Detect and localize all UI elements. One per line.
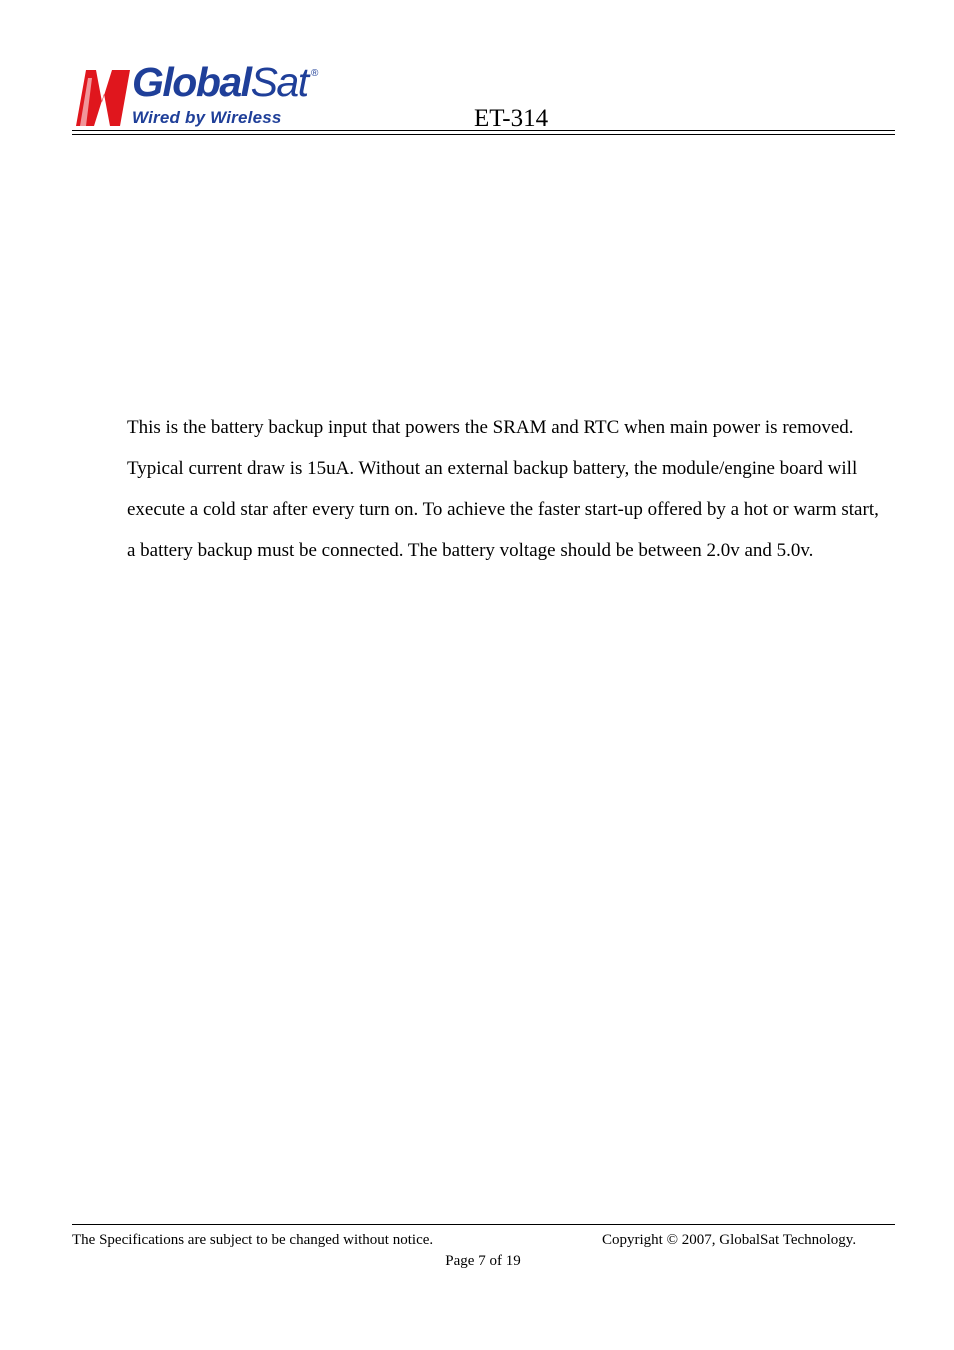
logo-wordmark: GlobalSat [132, 59, 308, 105]
document-title: ET-314 [474, 105, 549, 132]
registered-mark: ® [311, 68, 319, 79]
header-divider-secondary [72, 134, 895, 135]
logo-tagline: Wired by Wireless [132, 108, 282, 127]
header-divider [72, 130, 895, 131]
globalsat-logo [72, 59, 322, 130]
footer-notice: The Specifications are subject to be changed without notice. [72, 1232, 434, 1248]
page-number: Page 7 of 19 [445, 1253, 521, 1269]
globalsat-mark-icon [72, 64, 132, 128]
footer-divider [72, 1224, 895, 1225]
battery-backup-paragraph: This is the battery backup input that powers the SRAM and RTC when main power is removed. Typical current draw is 15uA. Without an external backup battery, the module/engine board will execute a cold star after every turn on. To achieve the faster start-up offered by a hot or warm start, a battery backup must be connected. The battery voltage should be between 2.0v and 5.0v. [127, 417, 879, 561]
footer-copyright: Copyright © 2007, GlobalSat Technology. [602, 1232, 857, 1248]
